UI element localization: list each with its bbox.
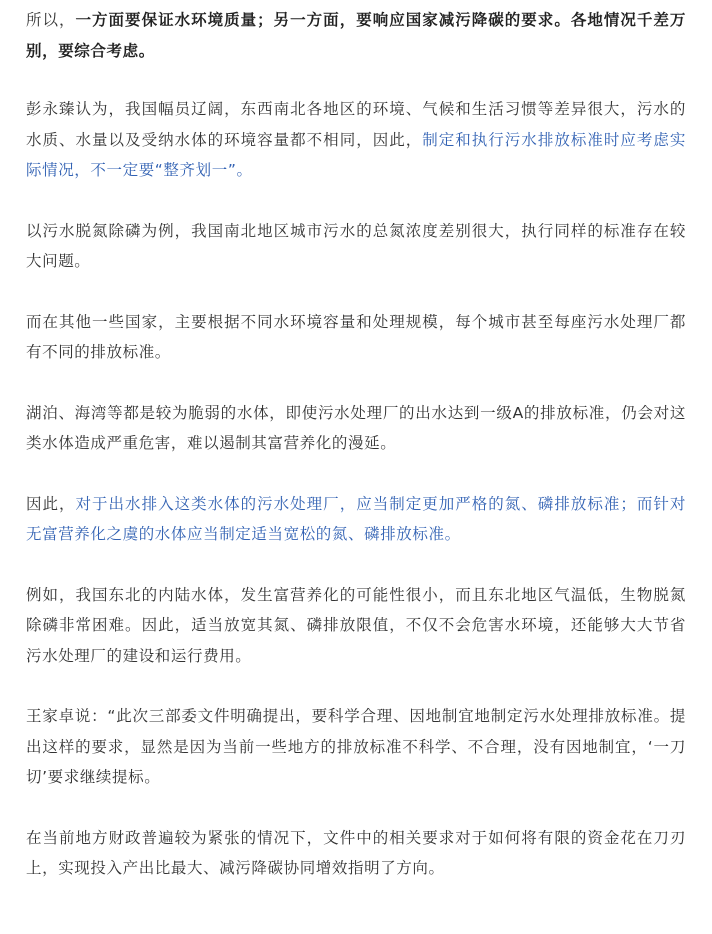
paragraph-1-prefix: 所以， (26, 11, 76, 29)
paragraph-4 (26, 307, 686, 368)
paragraph-6 (26, 489, 686, 550)
paragraph-9-text: 在当前地方财政普遍较为紧张的情况下，文件中的相关要求对于如何将有限的资金花在刀刃上，实现投入产出比最大、减污降碳协同增效指明了方向。 (26, 828, 686, 877)
paragraph-3 (26, 216, 686, 277)
paragraph-6-highlight: 对于出水排入这类水体的污水处理厂，应当制定更加严格的氮、磷排放标准；而针对无富营养化之虞的水体应当制定适当宽松的氮、磷排放标准。 (26, 494, 686, 543)
paragraph-1 (26, 5, 686, 66)
paragraph-1-bold-text: 一方面要保证水环境质量；另一方面，要响应国家减污降碳的要求。各地情况千差万别，要综合考虑。 (26, 11, 686, 60)
paragraph-2-text: 彭永臻认为，我国幅员辽阔，东西南北各地区的环境、气候和生活习惯等差异很大，污水的水质、水量以及受纳水体的环境容量都不相同，因此， (26, 100, 686, 149)
paragraph-8 (26, 701, 686, 793)
paragraph-2 (26, 94, 686, 186)
paragraph-3-text: 以污水脱氮除磷为例，我国南北地区城市污水的总氮浓度差别很大，执行同样的标准存在较大问题。 (26, 221, 686, 270)
paragraph-4-text: 而在其他一些国家，主要根据不同水环境容量和处理规模，每个城市甚至每座污水处理厂都有不同的排放标准。 (26, 312, 686, 361)
paragraph-7 (26, 580, 686, 672)
paragraph-8-text: 王家卓说：“此次三部委文件明确提出，要科学合理、因地制宜地制定污水处理排放标准。提出这样的要求，显然是因为当前一些地方的排放标准不科学、不合理，没有因地制宜，‘一刀切’要求继续提标。 (26, 707, 686, 786)
paragraph-2-highlight: 制定和执行污水排放标准时应考虑实际情况，不一定要“整齐划一”。 (26, 130, 686, 179)
paragraph-5-text: 湖泊、海湾等都是较为脆弱的水体，即使污水处理厂的出水达到一级A的排放标准，仍会对这类水体造成严重危害，难以遏制其富营养化的漫延。 (26, 403, 686, 452)
paragraph-6-text: 因此， (26, 494, 76, 513)
paragraph-5 (26, 398, 686, 459)
paragraph-7-text: 例如，我国东北的内陆水体，发生富营养化的可能性很小，而且东北地区气温低，生物脱氮除磷非常困难。因此，适当放宽其氮、磷排放限值，不仅不会危害水环境，还能够大大节省污水处理厂的建设和运行费用。 (26, 585, 686, 665)
paragraph-9 (26, 823, 686, 884)
